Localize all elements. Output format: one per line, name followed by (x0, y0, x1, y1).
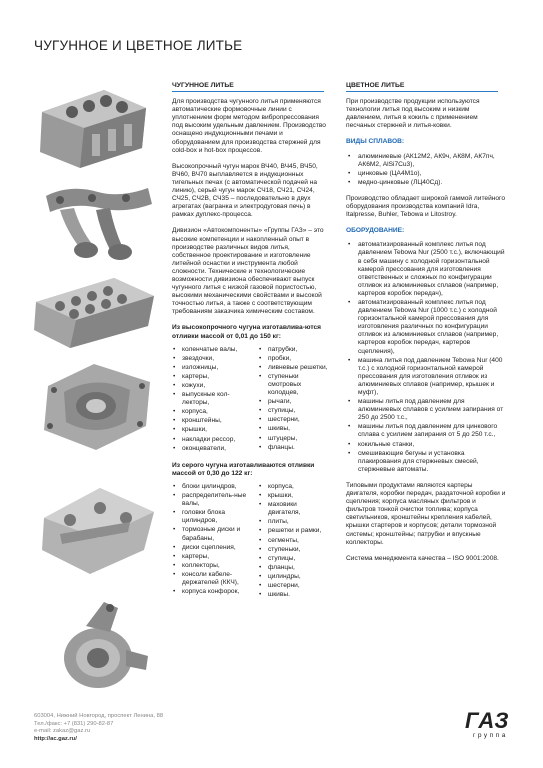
list-item: • корпуса, (258, 483, 328, 491)
list-item: • картеры, (172, 373, 254, 381)
list-item: • сегменты, (258, 537, 328, 545)
logo-subtitle: группа (473, 732, 508, 739)
flange-housing-photo (56, 596, 152, 700)
footer-contacts (34, 713, 163, 743)
logo-text: ГАЗ (465, 708, 510, 733)
list-item: • головки блока цилиндров, (172, 509, 254, 525)
nonferrous-paragraph-3: Типовыми продуктами являются картеры двигателя, коробки передач, раздаточной коробки и сцепления; корпуса масляных фильтров и фильтров тонкой очистки топлива; корпуса светильников, кронштейны крепления кабелей, крышки стартеров и корпусов; детали тормозной системы; кронштейны; патрубки и впускные коллекторы. (346, 481, 506, 546)
list-item: • ступицы, (258, 555, 328, 563)
list-item: • шестерни, (258, 416, 328, 424)
cast-iron-paragraph-3: Дивизион «Автокомпоненты» «Группы ГАЗ» – это высокие компетенции и накопленный опыт в производстве различных видов литья, собственное проектирование и изготовление литейной оснастки и инструмента любой сложности. Технические и технологические возможности дивизиона обеспечивают выпуск чугунного литья с низкой газовой пористостью, высокими механическими свойствами и высокой точностью литья, а также с соответствующим требованиям заказчика химическим составом. (172, 227, 324, 316)
list-item: • оконцеватели, (172, 445, 254, 453)
list-item: • автоматизированный комплекс литья под давлением Tebowa Nur (2500 т.с.), включающий в себя машину с холодной горизонтальной камерой прессования для изготовления ответственных и сложных по конфигурации отливок из алюминиевых сплавов (например, картеров коробок передач), (346, 241, 506, 298)
list-item: • машина литья под давлением Tebowa Nur (400 т.с.) с холодной горизонтальной камерой прессования для изготовления отливок из алюминиевых сплавов (например, крышек и муфт), (346, 357, 506, 397)
list-item: • ливневые решетки, (258, 364, 328, 372)
equipment-list (346, 241, 506, 474)
grey-iron-list (172, 483, 330, 600)
list-item: • корпуса конфорок, (172, 588, 254, 596)
footer-website-link[interactable]: http://ac.gaz.ru/ (34, 735, 77, 742)
list-item: • консоли кабеле-держателей (ККЧ), (172, 571, 254, 587)
list-item: • алюминиевые (АК12М2, АК9ч, АК8М, АК7пч, АК6М2, AlSi7Cu3), (346, 153, 506, 169)
list-item: • штуцеры, (258, 435, 328, 443)
cylinder-head-photo (30, 272, 158, 352)
list-item: • плиты, (258, 518, 328, 526)
footer-phone: Тел./факс: +7 (831) 290-82-87 (34, 720, 114, 727)
left-column (172, 82, 330, 608)
list-item: • картеры, (172, 553, 254, 561)
list-item: • ступеньки, (258, 546, 328, 554)
list-item: • машины литья под давлением для цинкового сплава с усилием запирания от 5 до 250 т.с., (346, 423, 506, 439)
list-item: • звездочки, (172, 355, 254, 363)
list-item: • выпускные кол-лекторы, (172, 391, 254, 407)
equipment-heading: ОБОРУДОВАНИЕ: (346, 227, 405, 235)
list-item: • машины литья под давлением для алюминиевых сплавов с усилием запирания от 250 до 2500 т.с., (346, 398, 506, 422)
alloys-list (346, 153, 506, 187)
list-item: • пробки, (258, 355, 328, 363)
gaz-group-logo (465, 708, 515, 742)
page-title: ЧУГУННОЕ И ЦВЕТНОЕ ЛИТЬЕ (34, 38, 243, 53)
grey-iron-list-title: Из серого чугуна изготавливаются отливки массой от 0,30 до 122 кг: (172, 461, 315, 477)
list-item: • кронштейны, (172, 417, 254, 425)
section-heading-cast-iron: ЧУГУННОЕ ЛИТЬЕ (172, 82, 324, 92)
list-item: • автоматизированный комплекс литья под давлением Tebowa Nur (1000 т.с.) с холодной горизонтальной камерой прессования для изготовления различных по конфигурации отливок из алюминиевых сплавов (например, картеров коробок передач, картеров сцепления), (346, 299, 506, 356)
list-item: • диски сцепления, (172, 544, 254, 552)
list-item: • распределитель-ные валы, (172, 492, 254, 508)
list-item: • шкивы. (258, 591, 328, 599)
quality-system-text: Система менеджмента качества – ISO 9001:2008. (346, 554, 499, 562)
bracket-plate-photo (40, 478, 158, 578)
list-item: • цилиндры, (258, 573, 328, 581)
list-item: • ступеньки смотровых колодцев, (258, 373, 328, 397)
list-item: • маховики двигателя, (258, 501, 328, 517)
nonferrous-paragraph-1: При производстве продукции используются технологии литья под высоким и низким давлением, литья в кокиль с применением песчаных стержней и литья-ковки. (346, 98, 480, 130)
list-item: • коллекторы, (172, 562, 254, 570)
ductile-iron-list (172, 346, 330, 454)
list-item: • крышки, (172, 426, 254, 434)
list-item: • решетки и рамки, (258, 527, 328, 535)
list-item: • коленчатые валы, (172, 346, 254, 354)
list-item: • медно-цинковые (ЛЦ40Сд). (346, 179, 506, 187)
ductile-iron-list-title: Из высокопрочного чугуна изготавлива-ются отливки массой от 0,01 до 150 кг: (172, 324, 322, 340)
list-item: • изложницы, (172, 364, 254, 372)
list-item: • корпуса, (172, 408, 254, 416)
list-item: • тормозные диски и барабаны, (172, 526, 254, 542)
cast-iron-paragraph-2: Высокопрочный чугун марок ВЧ40, ВЧ45, ВЧ50, ВЧ60, ВЧ70 выплавляется в индукционных тигельных печах (с автоматической подачей на линию), серый чугун марок СЧ18, СЧ21, СЧ24, СЧ25, СЧ2В, СЧ35 – последовательно в двух агрегатах (вагранка и электродуговая печь) в рамках дуплекс-процесса. (172, 162, 318, 219)
nonferrous-paragraph-2: Производство обладает широкой гаммой литейного оборудования производства компаний Idra, Italpresse, Buhler, Tebowa и Litostroy. (346, 194, 505, 219)
engine-block-photo (34, 82, 152, 172)
footer-email: e-mail: zakaz@gaz.ru (34, 728, 91, 734)
list-item: • накладки рессор, (172, 436, 254, 444)
exhaust-manifold-photo (40, 178, 158, 264)
gearbox-housing-photo (34, 356, 160, 456)
list-item: • блоки цилиндров, (172, 483, 254, 491)
list-item: • фланцы. (258, 444, 328, 452)
list-item: • крышки, (258, 492, 328, 500)
footer-address: 603004, Нижний Новгород, проспект Ленина, 88 (34, 713, 164, 719)
right-column (346, 82, 506, 571)
alloys-heading: ВИДЫ СПЛАВОВ: (346, 138, 405, 146)
list-item: • рычаги, (258, 398, 328, 406)
list-item: • шестерни, (258, 582, 328, 590)
cast-iron-paragraph-1: Для производства чугунного литья применяются автоматические формовочные линии с уплотнением форм методом вибропрессования под высоким удельным давлением. Производство оснащено индукционными печами и оборудованием для производства стержней для cold-box и hot-box процессов. (172, 98, 326, 154)
list-item: • патрубки, (258, 346, 328, 354)
list-item: • фланцы, (258, 564, 328, 572)
list-item: • ступицы, (258, 407, 328, 415)
list-item: • цинковые (ЦА4М1о), (346, 170, 506, 178)
list-item: • кожухи, (172, 382, 254, 390)
section-heading-nonferrous: ЦВЕТНОЕ ЛИТЬЕ (346, 82, 498, 92)
list-item: • кокильные станки, (346, 441, 506, 449)
list-item: • смешивающие бегуны и установка плакирования для стержневых смесей, стержневые автоматы. (346, 450, 506, 474)
list-item: • шкивы, (258, 425, 328, 433)
